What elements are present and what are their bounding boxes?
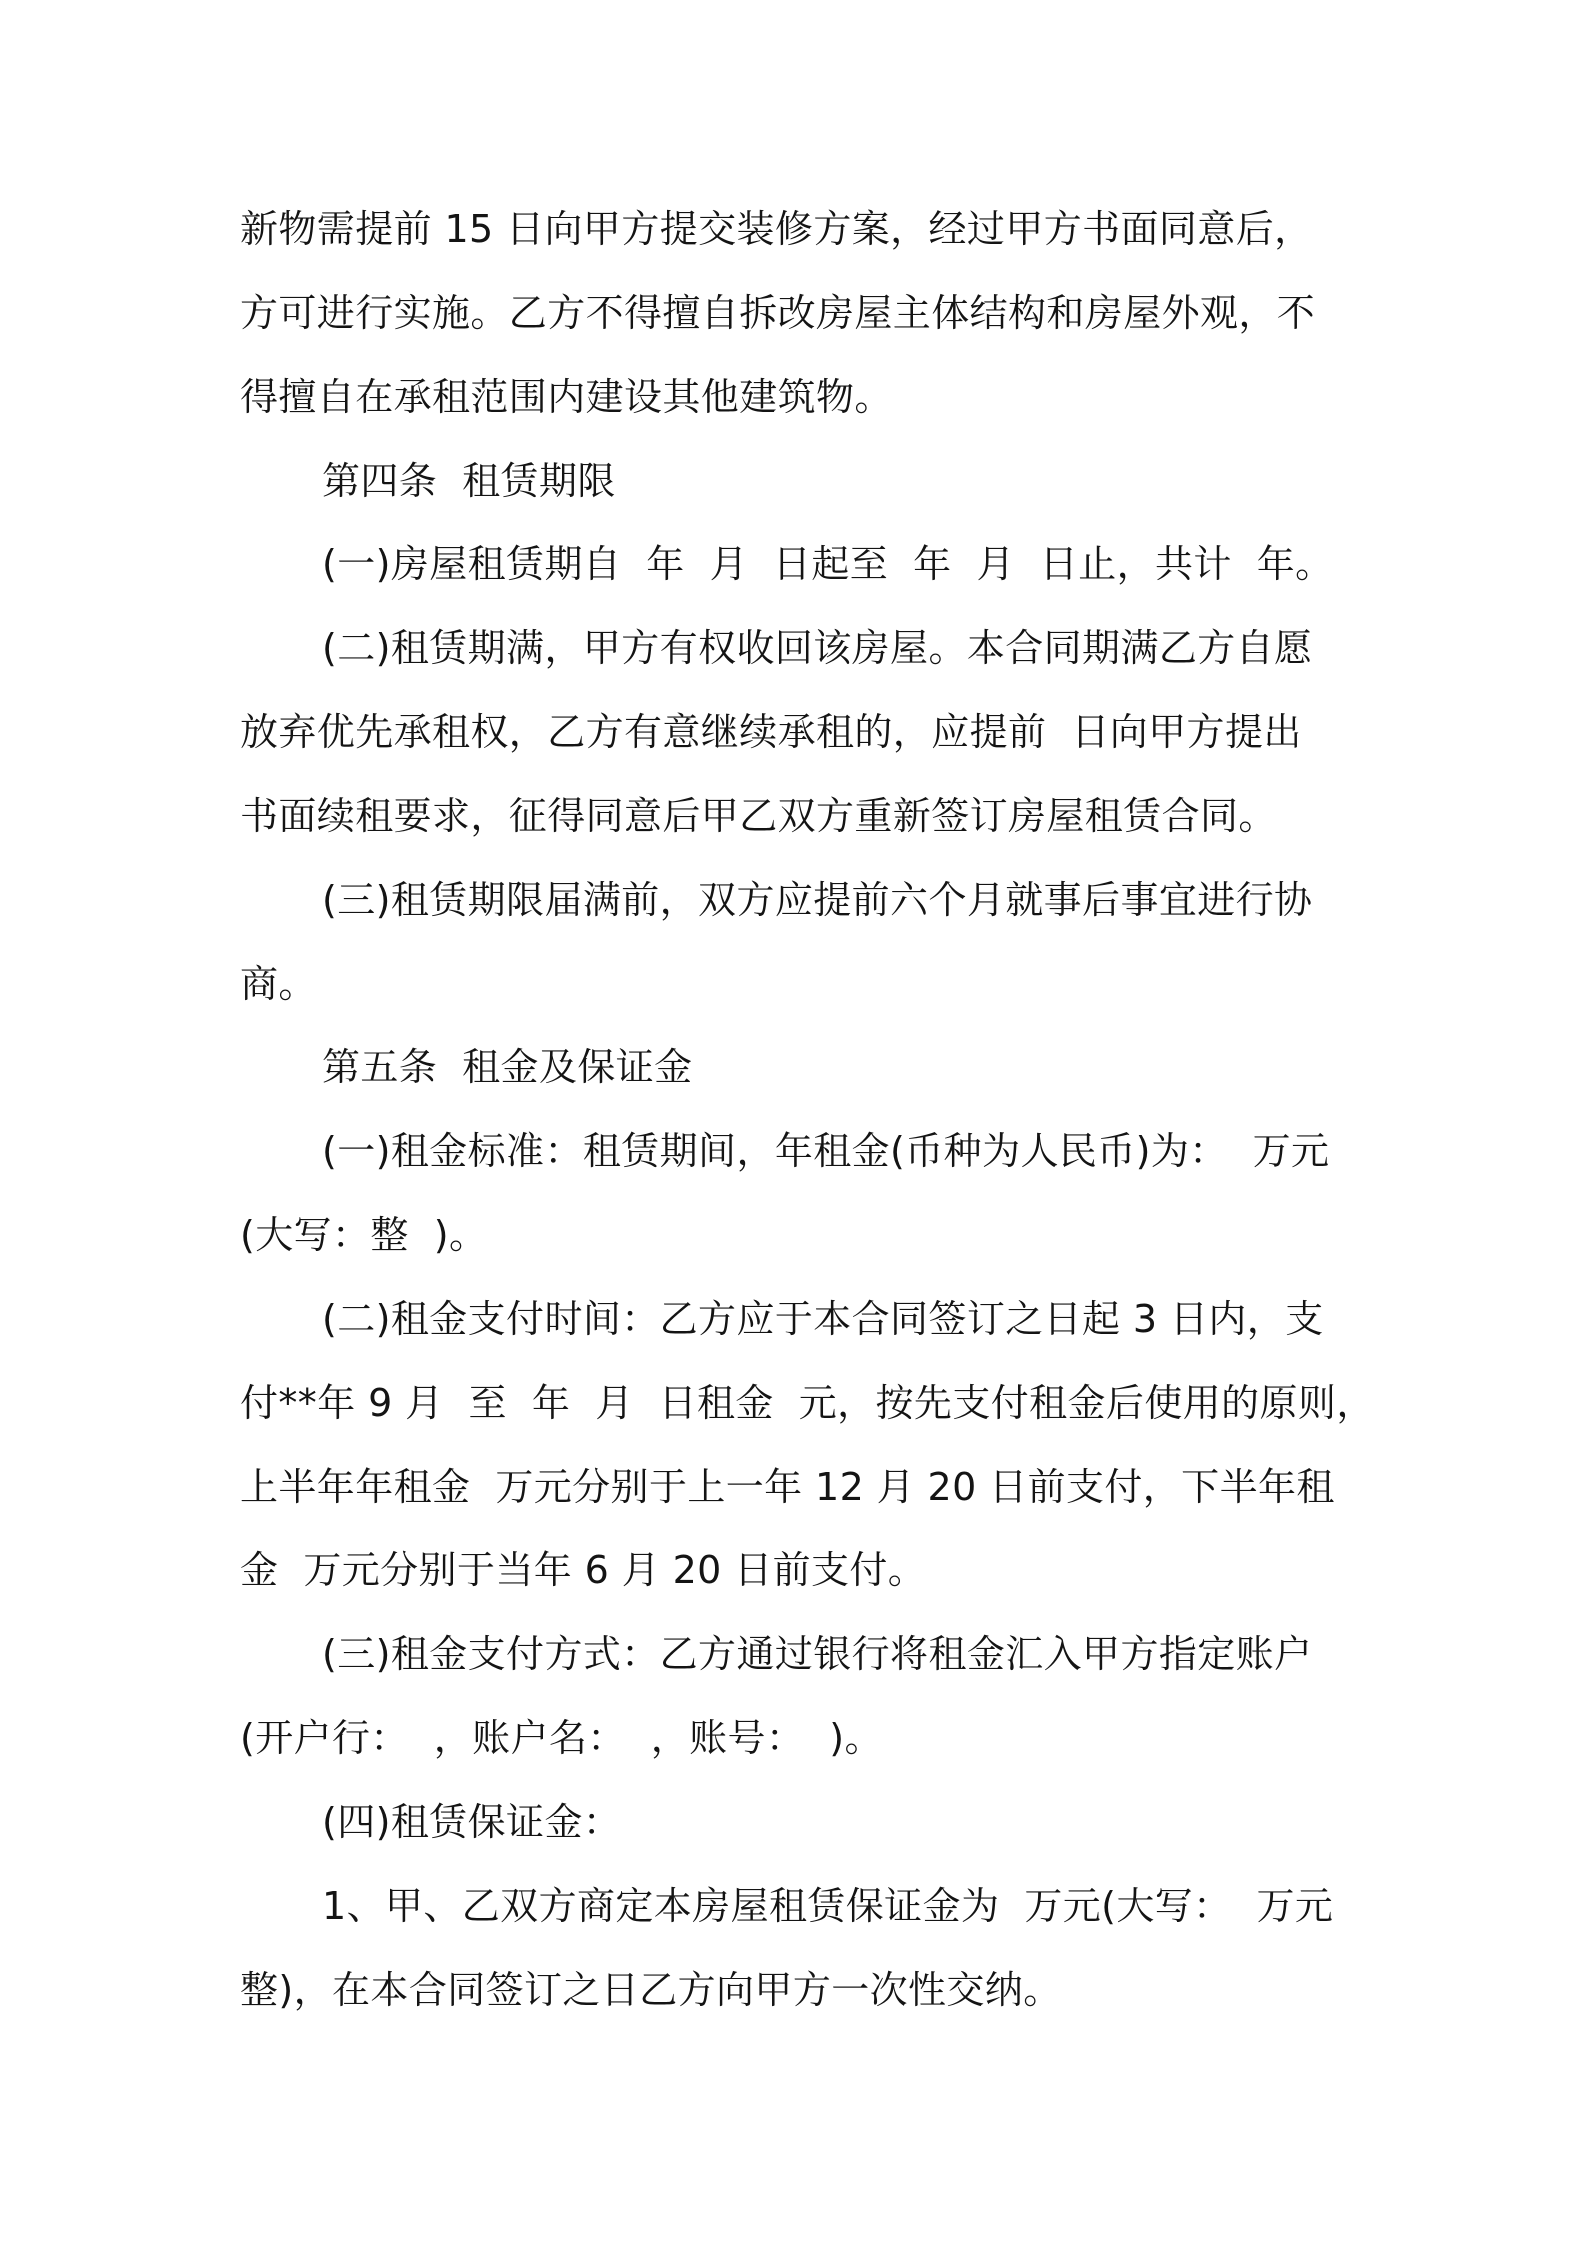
body-line: (三)租金支付方式：乙方通过银行将租金汇入甲方指定账户 <box>322 1632 1313 1676</box>
body-line: 整)，在本合同签订之日乙方向甲方一次性交纳。 <box>240 1968 1062 2012</box>
body-line: 1、甲、乙双方商定本房屋租赁保证金为 万元(大写： 万元 <box>322 1884 1334 1928</box>
body-line: 方可进行实施。乙方不得擅自拆改房屋主体结构和房屋外观，不 <box>240 291 1316 335</box>
body-line: (开户行： ，账户名： ，账号： )。 <box>240 1716 883 1760</box>
body-line: 上半年年租金 万元分别于上一年 12 月 20 日前支付，下半年租 <box>240 1465 1335 1509</box>
body-line: 商。 <box>240 962 317 1006</box>
body-line: 放弃优先承租权，乙方有意继续承租的，应提前 日向甲方提出 <box>240 710 1302 754</box>
body-line: (大写：整 )。 <box>240 1213 488 1257</box>
body-line: 书面续租要求，征得同意后甲乙双方重新签订房屋租赁合同。 <box>240 794 1277 838</box>
body-line: (二)租赁期满，甲方有权收回该房屋。本合同期满乙方自愿 <box>322 626 1313 670</box>
article-heading: 第五条 租金及保证金 <box>322 1045 693 1089</box>
body-line: (一)租金标准：租赁期间，年租金(币种为人民币)为： 万元 <box>322 1129 1330 1173</box>
body-line: (一)房屋租赁期自 年 月 日起至 年 月 日止，共计 年。 <box>322 542 1334 586</box>
body-line: (二)租金支付时间：乙方应于本合同签订之日起 3 日内，支 <box>322 1297 1324 1341</box>
body-line: 金 万元分别于当年 6 月 20 日前支付。 <box>240 1548 927 1592</box>
article-heading: 第四条 租赁期限 <box>322 459 616 503</box>
body-line: 新物需提前 15 日向甲方提交装修方案，经过甲方书面同意后， <box>240 207 1313 251</box>
body-line: 得擅自在承租范围内建设其他建筑物。 <box>240 375 893 419</box>
body-line: (三)租赁期限届满前，双方应提前六个月就事后事宜进行协 <box>322 878 1313 922</box>
body-line: 付**年 9 月 至 年 月 日租金 元，按先支付租金后使用的原则， <box>240 1381 1375 1425</box>
body-line: (四)租赁保证金： <box>322 1800 622 1844</box>
